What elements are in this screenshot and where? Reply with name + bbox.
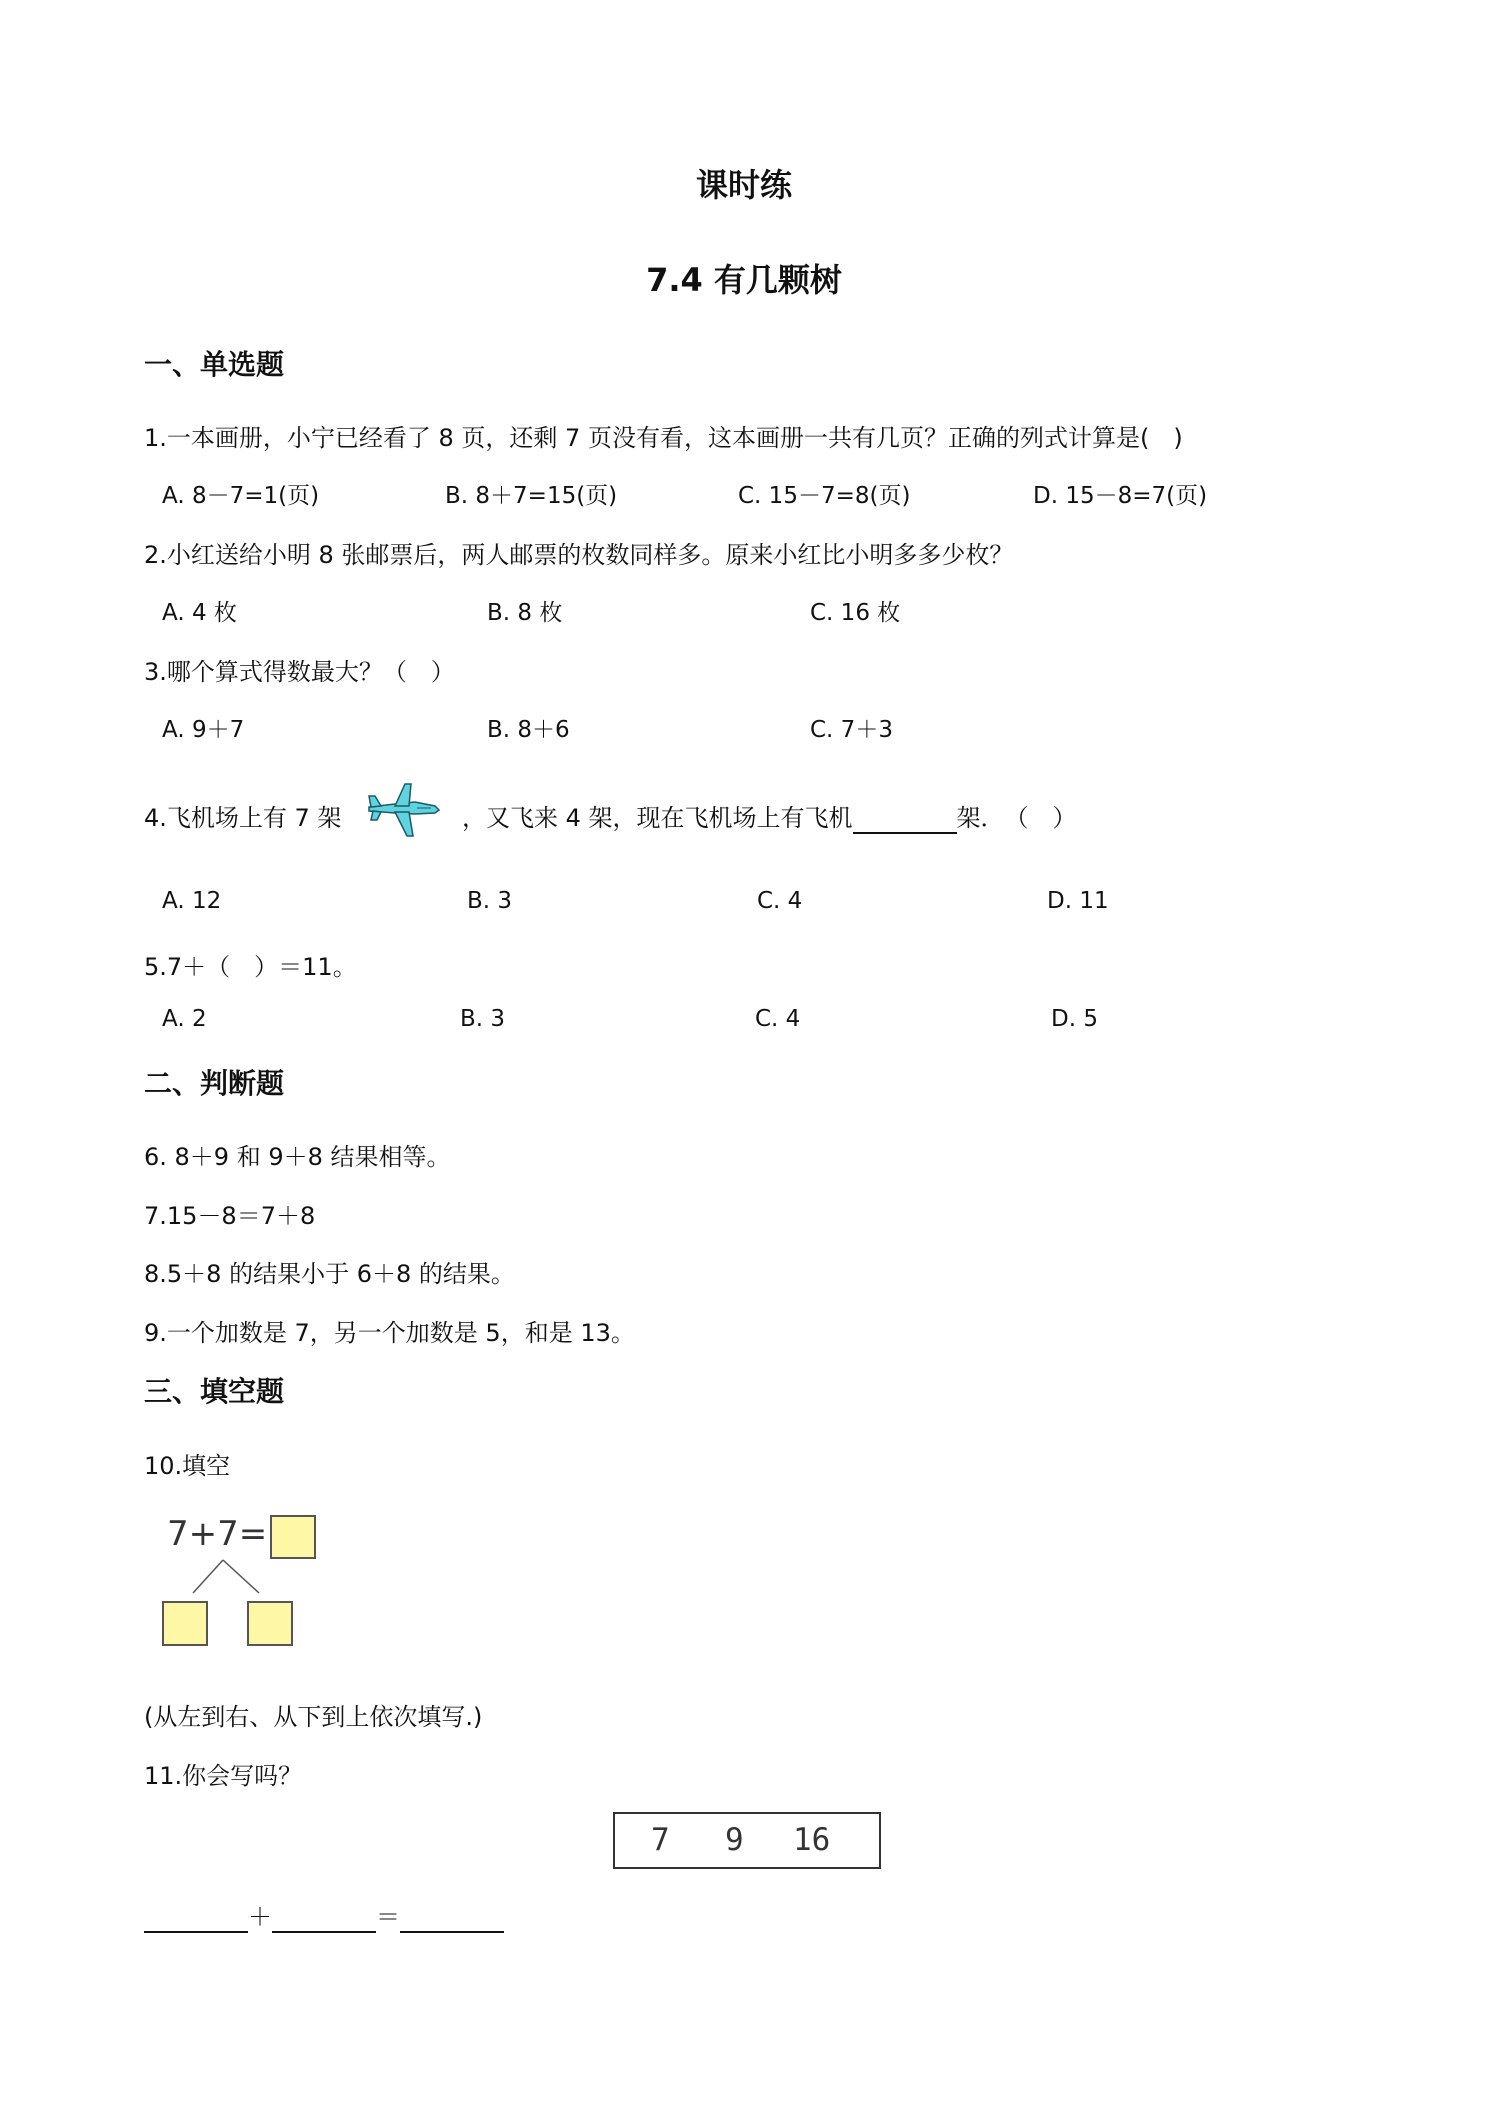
q2-option-a: A. 4 枚 bbox=[162, 600, 237, 626]
section-fill-blank: 三、填空题 bbox=[144, 1375, 285, 1408]
question-4-end: 架． （ ） bbox=[956, 804, 1077, 832]
question-8: 8.5＋8 的结果小于 6＋8 的结果。 bbox=[144, 1260, 515, 1288]
question-10-note: (从左到右、从下到上依次填写.) bbox=[144, 1703, 483, 1731]
question-4-part1: 4.飞机场上有 7 架 bbox=[144, 804, 342, 832]
section-single-choice: 一、单选题 bbox=[144, 348, 285, 381]
q1-option-a: A. 8－7=1(页) bbox=[162, 483, 320, 509]
question-11: 11.你会写吗？ bbox=[144, 1762, 303, 1790]
q3-option-c: C. 7＋3 bbox=[810, 717, 893, 743]
answer-blank-1[interactable] bbox=[144, 1903, 248, 1933]
q3-option-b: B. 8＋6 bbox=[487, 717, 570, 743]
question-4-part2 bbox=[462, 798, 1077, 834]
q1-option-c: C. 15－7=8(页) bbox=[738, 483, 911, 509]
q1-option-d: D. 15－8=7(页) bbox=[1033, 483, 1208, 509]
q4-option-b: B. 3 bbox=[467, 888, 513, 914]
equation-text: 7+7= bbox=[167, 1514, 268, 1554]
branch-line-right bbox=[223, 1560, 259, 1593]
number-card bbox=[613, 1812, 881, 1869]
lesson-title: 7.4 有几颗树 bbox=[646, 261, 842, 299]
q2-option-c: C. 16 枚 bbox=[810, 600, 901, 626]
answer-blank-2[interactable] bbox=[272, 1903, 376, 1933]
q5-option-a: A. 2 bbox=[162, 1006, 207, 1032]
question-3: 3.哪个算式得数最大？（ ） bbox=[144, 658, 455, 686]
q5-option-c: C. 4 bbox=[755, 1006, 801, 1032]
question-1: 1.一本画册，小宁已经看了 8 页，还剩 7 页没有看，这本画册一共有几页？正确的列式计算是( ) bbox=[144, 424, 1183, 452]
number-16: 16 bbox=[793, 1822, 831, 1858]
branch-line-left bbox=[193, 1560, 223, 1593]
number-7: 7 bbox=[651, 1822, 670, 1858]
decomposition-diagram bbox=[155, 1505, 330, 1655]
answer-blank[interactable] bbox=[853, 804, 957, 834]
question-6: 6. 8＋9 和 9＋8 结果相等。 bbox=[144, 1143, 451, 1171]
question-9: 9.一个加数是 7，另一个加数是 5，和是 13。 bbox=[144, 1319, 635, 1347]
q1-option-b: B. 8＋7=15(页) bbox=[445, 483, 618, 509]
equals-sign: ＝ bbox=[376, 1903, 400, 1931]
question-2: 2.小红送给小明 8 张邮票后，两人邮票的枚数同样多。原来小红比小明多多少枚？ bbox=[144, 541, 1014, 569]
answer-box-top[interactable] bbox=[271, 1516, 315, 1558]
airplane-icon bbox=[365, 780, 443, 842]
q5-option-b: B. 3 bbox=[460, 1006, 506, 1032]
question-4-text: ，又飞来 4 架，现在飞机场上有飞机 bbox=[462, 804, 853, 832]
q4-option-a: A. 12 bbox=[162, 888, 222, 914]
q4-option-c: C. 4 bbox=[757, 888, 803, 914]
question-11-answer-line bbox=[144, 1897, 504, 1933]
q5-option-d: D. 5 bbox=[1051, 1006, 1098, 1032]
question-10: 10.填空 bbox=[144, 1452, 231, 1480]
question-7: 7.15－8＝7＋8 bbox=[144, 1202, 316, 1230]
number-9: 9 bbox=[725, 1822, 744, 1858]
answer-box-right[interactable] bbox=[248, 1602, 292, 1645]
page-title: 课时练 bbox=[695, 166, 792, 204]
q3-option-a: A. 9＋7 bbox=[162, 717, 245, 743]
q2-option-b: B. 8 枚 bbox=[487, 600, 563, 626]
question-5: 5.7＋（ ）＝11。 bbox=[144, 953, 357, 981]
section-true-false: 二、判断题 bbox=[144, 1067, 285, 1100]
q4-option-d: D. 11 bbox=[1047, 888, 1109, 914]
plus-sign: ＋ bbox=[248, 1903, 272, 1931]
answer-box-left[interactable] bbox=[163, 1602, 207, 1645]
answer-blank-3[interactable] bbox=[400, 1903, 504, 1933]
